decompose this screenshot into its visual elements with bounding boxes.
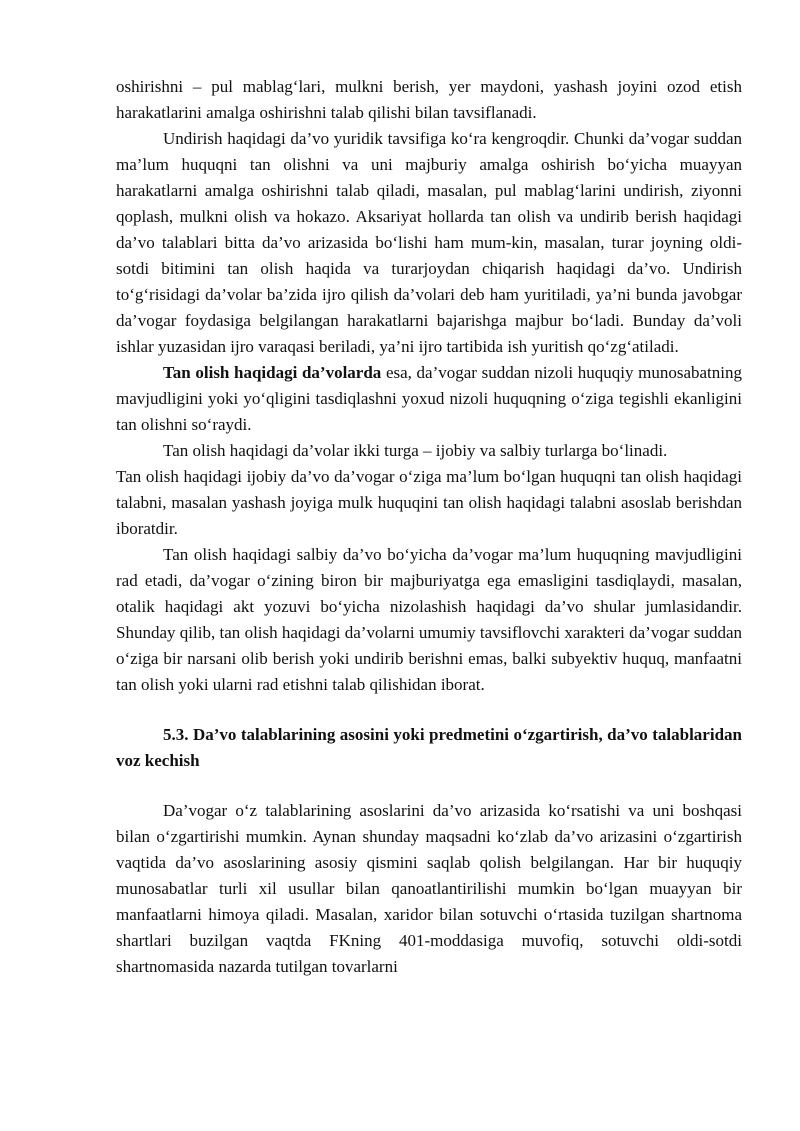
paragraph-salbiy: Tan olish haqidagi salbiy da’vo bo‘yicha da’vogar ma’lum huquqning mavjudligini rad etadi, da’vogar o‘zining biron bir majburiyatga ega emasligini tasdiqlaydi, masalan, otalik haqidagi akt yozuvi bo‘yicha nizolashish haqidagi da’vo shular jumlasidandir. Shunday qilib, tan olish haqidagi da’volarni umumiy tavsiflovchi xarakteri da’vogar suddan o‘ziga bir narsani olib berish yoki undirib berishni emas, balki subyektiv huquq, manfaatni tan olish yoki ularni rad etishni talab qilishidan iborat. <box>116 545 742 694</box>
paragraph-ijobiy: Tan olish haqidagi ijobiy da’vo da’vogar o‘ziga ma’lum bo‘lgan huquqni tan olish haqidagi talabni, masalan yashash joyiga mulk huquqini tan olish haqidagi talabni asoslab berishdan iboratdir. <box>116 467 742 538</box>
section-heading: 5.3. Da’vo talablarining asosini yoki predmetini o‘zgartirish, da’vo talablaridan voz kechish <box>116 725 742 770</box>
paragraph-tan-olish <box>116 360 742 438</box>
paragraph-continued: oshirishni – pul mablag‘lari, mulkni berish, yer maydoni, yashash joyini ozod etish harakatlarini amalga oshirishni talab qilishi bilan tavsiflanadi. <box>116 77 742 122</box>
document-body <box>116 74 742 980</box>
paragraph-turlari: Tan olish haqidagi da’volar ikki turga – ijobiy va salbiy turlarga bo‘linadi. <box>163 441 668 460</box>
paragraph-undirish: Undirish haqidagi da’vo yuridik tavsifiga ko‘ra kengroqdir. Chunki da’vogar suddan ma’lum huquqni tan olishni va uni majburiy amalga oshirish bo‘yicha muayyan harakatlarni amalga oshirishni talab qiladi, masalan, pul mablag‘larini undirish, ziyonni qoplash, mulkni olish va hokazo. Aksariyat hollarda tan olish va undirib berish haqidagi da’vo talablari bitta da’vo arizasida bo‘lishi ham mum-kin, masalan, turar joyning oldi-sotdi bitimini tan olish haqida va turarjoydan chiqarish haqidagi da’vo. Undirish to‘g‘risidagi da’volar ba’zida ijro qilish da’volari deb ham yuritiladi, ya’ni bunda javobgar da’vogar foydasiga belgilangan harakatlarni bajarishga majbur bo‘ladi. Bunday da’voli ishlar yuzasidan ijro varaqasi beriladi, ya’ni ijro tartibida ish yuritish qo‘zg‘atiladi. <box>116 129 742 356</box>
paragraph-davogar: Da’vogar o‘z talablarining asoslarini da’vo arizasida ko‘rsatishi va uni boshqasi bilan o‘zgartirishi mumkin. Aynan shunday maqsadni ko‘zlab da’vo arizasini o‘zgartirish vaqtida da’vo asoslarining asosiy qismini saqlab qolish belgilangan. Har bir huquqiy munosabatlar turli xil usullar bilan qanoatlantirilishi mumkin bo‘lgan muayyan bir manfaatlarni himoya qiladi. Masalan, xaridor bilan sotuvchi o‘rtasida tuzilgan shartnoma shartlari buzilgan vaqtda FKning 401-moddasiga muvofiq, sotuvchi oldi-sotdi shartnomasida nazarda tutilgan tovarlarni <box>116 801 742 976</box>
paragraph-text: esa, da’vogar suddan nizoli huquqiy munosabatning mavjudligini yoki yo‘qligini tasdiqlashni yoxud nizoli huquqning o‘ziga tegishli ekanligini tan olishni so‘raydi. <box>116 363 742 434</box>
bold-term: Tan olish haqidagi da’volarda <box>163 363 382 382</box>
